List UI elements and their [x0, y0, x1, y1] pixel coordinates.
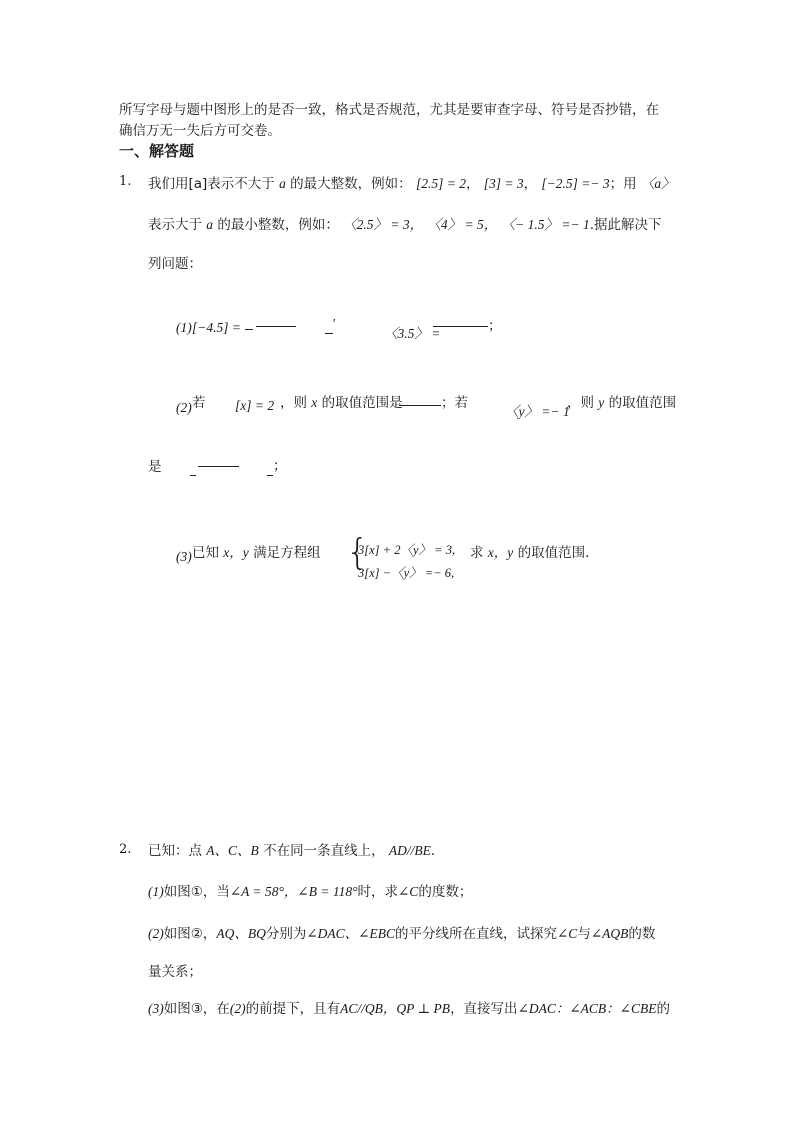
q2-part-2-label: (2): [148, 926, 164, 941]
q2-part-1-text-3: 的度数；: [418, 884, 473, 900]
system-brace-icon: {: [346, 532, 369, 573]
q2-part-3-text: 如图③，在: [163, 1001, 230, 1017]
q1-part-2-shi: 是: [148, 459, 162, 475]
question-1-number: 1.: [119, 174, 132, 189]
q1-part-3-text-1: 已知: [192, 545, 219, 561]
q2-part-3-text-3: ，直接写出: [450, 1001, 518, 1017]
q1-comma-2: ，: [523, 176, 538, 192]
q1-part-2-label: (2): [176, 400, 192, 415]
q2-part-3-text-2: 的前提下，且有: [245, 1001, 341, 1017]
q1-part-2-var-x: x: [311, 395, 318, 410]
q1-part-2-expr-2: 〈y〉 =− 1: [505, 404, 570, 419]
q2-part-2-text-4: 的数: [628, 926, 656, 942]
q1-line2-text-b: 的最小整数，例如：: [217, 217, 339, 233]
q2-part-1-text-2: 时，求: [357, 884, 398, 900]
q1-part-2-text-3: ；若: [441, 395, 468, 411]
intro-line-1: 所写字母与题中图形上的是否一致，格式是否规范，尤其是要审查字母、符号是否抄错，在: [119, 102, 659, 118]
q1-part-2-blank-y-c[interactable]: [267, 475, 273, 476]
q1-example-6: 〈− 1.5〉 =− 1: [501, 217, 590, 232]
question-2-number: 2.: [119, 842, 132, 857]
intro-line-2: 确信万无一失后方可交卷。: [119, 123, 281, 139]
q1-text: 我们用[a]表示不大于: [148, 176, 275, 192]
q1-part-1-end: ；: [488, 318, 502, 334]
q1-example-4: 〈2.5〉 = 3，: [343, 217, 424, 232]
q1-part-1-blank-d[interactable]: [433, 326, 488, 327]
q1-part-1-expr: [−4.5] =: [192, 320, 241, 335]
q2-parallel: AD//BE: [388, 843, 431, 858]
q2-text-1b: 不在同一条直线上，: [263, 843, 385, 859]
q1-part-1-label: (1): [176, 320, 192, 335]
q1-part-2-text-tail: [567, 391, 676, 411]
q1-part-2-ruo: 若: [192, 395, 206, 411]
q1-part-3-vars-2: x，y: [487, 545, 514, 560]
q1-var-a2: a: [206, 217, 214, 232]
q2-part-2-lines: AQ、BQ: [216, 926, 266, 941]
q1-line2-text-c: .据此解决下: [589, 217, 662, 233]
q1-part-3-text-4: 的取值范围．: [517, 545, 599, 561]
q2-part-2-aqb: ∠AQB: [590, 926, 629, 941]
question-1-line-3: 列问题：: [148, 256, 202, 272]
q1-paren-a: 〈a〉: [640, 176, 675, 191]
q1-part-3-tail: [470, 541, 599, 561]
q2-part-3: [148, 997, 670, 1017]
q1-part-3-equation-1: 3[x] + 2〈y〉 = 3,: [358, 543, 456, 557]
q2-text-1: 已知：点: [148, 843, 202, 859]
q1-part-1-expr-2: 〈3.5〉 =: [384, 326, 441, 341]
q1-part-2-text-1: ，则: [280, 395, 307, 411]
q2-points: A、C、B: [206, 843, 259, 858]
q1-part-3-text-2: 满足方程组: [253, 545, 321, 561]
q2-part-1-angle: ∠C: [398, 884, 419, 899]
q2-part-1-label: (1): [148, 884, 164, 899]
q1-example-1: [2.5] = 2: [415, 176, 466, 191]
q1-part-3-vars: x，y: [223, 545, 249, 560]
q1-part-2-expr-1: [x] = 2: [235, 398, 275, 413]
q2-part-1-text: 如图①，当: [163, 884, 230, 900]
q2-part-3-cond: AC//QB，QP ⊥ PB: [340, 1001, 451, 1016]
q1-var-a: a: [279, 176, 286, 191]
q1-part-2-blank-x[interactable]: [399, 405, 441, 406]
q1-part-1-blank-b[interactable]: [256, 326, 296, 327]
q2-part-2-line-2: 量关系；: [148, 964, 202, 980]
q1-part-2-end: ；: [273, 458, 287, 474]
q2-part-2-text-3: 的平分线所在直线，试探究: [394, 926, 557, 942]
q2-part-2-yu: 与: [577, 926, 591, 942]
q1-example-5: 〈4〉 = 5，: [427, 217, 498, 232]
q1-line2-text: 表示大于: [148, 217, 202, 233]
q2-part-2-text-2: 分别为: [265, 926, 307, 942]
q2-part-2-text: 如图②，: [163, 926, 217, 942]
q1-comma-1: ，: [465, 176, 480, 192]
question-1-line-2: [148, 213, 662, 233]
q2-part-3-label: (3): [148, 1001, 164, 1016]
q2-part-1: [148, 880, 472, 900]
q1-part-2-blank-y-a[interactable]: [190, 475, 196, 476]
section-heading: 一、解答题: [119, 142, 195, 160]
q1-part-3-text: [192, 541, 321, 561]
q1-part-2-var-y: y: [598, 395, 605, 410]
q2-part-2-c: ∠C: [556, 926, 578, 941]
q2-part-2: [148, 922, 655, 942]
q1-part-2-text-2: 的取值范围是: [321, 395, 403, 411]
q1-part-3-label: (3): [176, 549, 192, 564]
q1-text-b: 的最大整数，例如：: [290, 176, 412, 192]
q1-part-1-blank-a[interactable]: [245, 329, 253, 330]
q2-part-1-expr: ∠A = 58°，∠B = 118°: [229, 884, 358, 899]
q1-part-1-blank-c[interactable]: [325, 333, 333, 334]
q1-part-2-text-4: ，则: [567, 395, 594, 411]
q2-part-3-ratio: ∠DAC：∠ACB：∠CBE: [517, 1001, 657, 1016]
q1-part-2-text-5: 的取值范围: [608, 395, 677, 411]
q1-text-c: ；用: [609, 176, 637, 192]
q1-part-3-text-3: 求: [470, 545, 484, 561]
q2-part-3-end: 的: [656, 1001, 670, 1017]
question-2-line-1: [148, 839, 444, 859]
q1-part-1-sep: ′: [332, 316, 335, 331]
q1-example-2: [3] = 3: [483, 176, 524, 191]
q2-text-1-end: ．: [430, 843, 445, 859]
q1-part-3-equation-2: 3[x] −〈y〉 =− 6,: [358, 566, 455, 580]
q1-part-2-text: [280, 391, 403, 411]
q2-part-2-angles: ∠DAC、∠EBC: [306, 926, 395, 941]
q2-part-3-ref: (2): [229, 1001, 246, 1016]
question-1-line-1: [148, 172, 675, 192]
q1-part-2-blank-y-b[interactable]: [198, 466, 239, 467]
q1-example-3: [−2.5] =− 3: [541, 176, 610, 191]
